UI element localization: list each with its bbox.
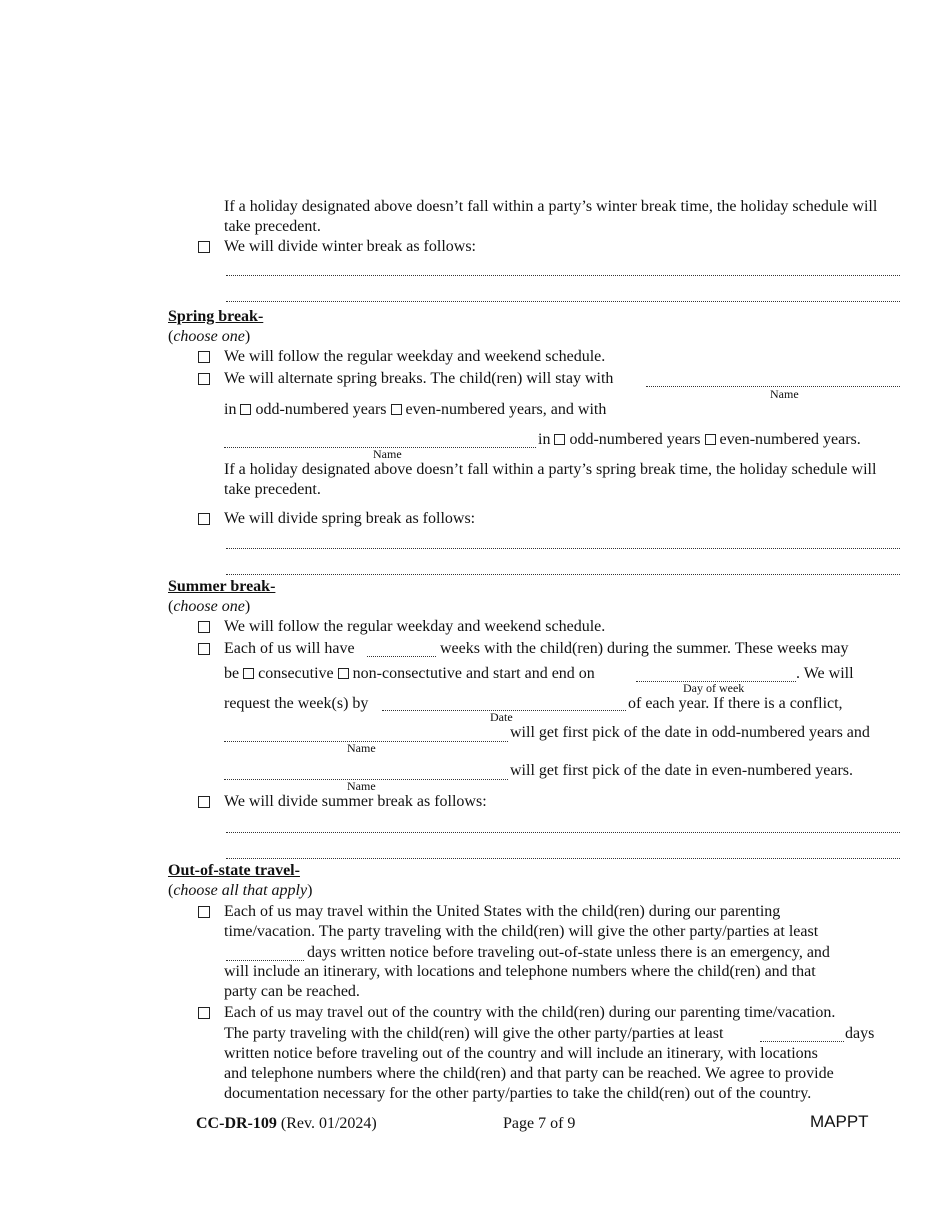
summer-date-caption: Date	[490, 710, 513, 724]
travel-us-line-3: days written notice before traveling out-of-state unless there is an emergency, and	[307, 944, 830, 961]
summer-consecutive-row: be consecutive non-consectutive and start and end on	[224, 665, 595, 682]
spring-divide-label: We will divide spring break as follows:	[224, 510, 476, 527]
travel-intl-line-1: Each of us may travel out of the country with the child(ren) during our parenting time/vacation.	[224, 1004, 836, 1021]
spring-name-caption-1: Name	[770, 387, 799, 401]
winter-precedence-text: If a holiday designated above doesn’t fall within a party’s winter break time, the holiday schedule will take precedent.	[224, 198, 878, 235]
spring-alternate-label: We will alternate spring breaks. The child(ren) will stay with	[224, 370, 614, 387]
summer-regular-label: We will follow the regular weekday and weekend schedule.	[224, 618, 606, 635]
spring-even-checkbox-2[interactable]	[705, 434, 716, 445]
winter-divide-line-2[interactable]	[226, 301, 900, 302]
spring-years-row-2: in odd-numbered years even-numbered years.	[538, 431, 861, 448]
travel-us-line-4: will include an itinerary, with locations and telephone numbers where the child(ren) and that	[224, 963, 816, 980]
summer-request-label: request the week(s) by	[224, 695, 369, 712]
summer-each-year-label: of each year. If there is a conflict,	[628, 695, 843, 712]
summer-name-caption-odd: Name	[347, 741, 376, 755]
travel-choose: (choose all that apply)	[168, 882, 313, 899]
summer-heading: Summer break-	[168, 578, 276, 595]
spring-regular-checkbox[interactable]	[198, 351, 210, 363]
travel-us-checkbox[interactable]	[198, 906, 210, 918]
spring-odd-checkbox-1[interactable]	[240, 404, 251, 415]
spring-name-caption-2: Name	[373, 447, 402, 461]
winter-divide-label: We will divide winter break as follows:	[224, 238, 476, 255]
travel-heading: Out-of-state travel-	[168, 862, 300, 879]
footer-code: MAPPT	[810, 1112, 869, 1131]
spring-divide-checkbox[interactable]	[198, 513, 210, 525]
spring-alternate-checkbox[interactable]	[198, 373, 210, 385]
summer-name-caption-even: Name	[347, 779, 376, 793]
summer-divide-line-2[interactable]	[226, 858, 900, 859]
summer-weeks-checkbox[interactable]	[198, 643, 210, 655]
summer-weeks-label-a: Each of us will have	[224, 640, 355, 657]
spring-divide-line-2[interactable]	[226, 574, 900, 575]
travel-intl-days-field[interactable]	[760, 1041, 844, 1042]
summer-divide-checkbox[interactable]	[198, 796, 210, 808]
spring-precedence-text: If a holiday designated above doesn’t fall within a party’s spring break time, the holiday schedule will take precedent.	[224, 461, 877, 498]
spring-choose: (choose one)	[168, 328, 251, 345]
spring-regular-label: We will follow the regular weekday and weekend schedule.	[224, 348, 606, 365]
summer-weeks-count-field[interactable]	[367, 656, 436, 657]
travel-intl-checkbox[interactable]	[198, 1007, 210, 1019]
summer-first-pick-odd: will get first pick of the date in odd-numbered years and	[510, 724, 870, 741]
spring-even-checkbox-1[interactable]	[391, 404, 402, 415]
travel-us-line-2: time/vacation. The party traveling with the child(ren) will give the other party/parties at least	[224, 923, 819, 940]
spring-heading: Spring break-	[168, 308, 264, 325]
summer-we-will: . We will	[796, 665, 854, 682]
travel-intl-line-4: and telephone numbers where the child(ren) and that party can be reached. We agree to provide	[224, 1065, 834, 1082]
travel-us-line-1: Each of us may travel within the United States with the child(ren) during our parenting	[224, 903, 781, 920]
summer-divide-label: We will divide summer break as follows:	[224, 793, 487, 810]
winter-divide-line-1[interactable]	[226, 275, 900, 276]
travel-us-days-field[interactable]	[226, 960, 304, 961]
summer-weeks-label-b: weeks with the child(ren) during the summer. These weeks may	[440, 640, 849, 657]
summer-dow-caption: Day of week	[683, 681, 745, 695]
travel-intl-line-5: documentation necessary for the other party/parties to take the child(ren) out of the country.	[224, 1085, 812, 1102]
footer-form-id: CC-DR-109 (Rev. 01/2024)	[196, 1115, 377, 1132]
travel-intl-line-3: written notice before traveling out of the country and will include an itinerary, with locations	[224, 1045, 818, 1062]
summer-regular-checkbox[interactable]	[198, 621, 210, 633]
travel-us-line-5: party can be reached.	[224, 983, 360, 1000]
summer-consecutive-checkbox[interactable]	[243, 668, 254, 679]
summer-choose: (choose one)	[168, 598, 251, 615]
winter-divide-checkbox[interactable]	[198, 241, 210, 253]
summer-first-pick-even: will get first pick of the date in even-numbered years.	[510, 762, 853, 779]
summer-nonconsecutive-checkbox[interactable]	[338, 668, 349, 679]
spring-odd-checkbox-2[interactable]	[554, 434, 565, 445]
footer-page-number: Page 7 of 9	[503, 1115, 576, 1132]
spring-divide-line-1[interactable]	[226, 548, 900, 549]
travel-intl-days-label: days	[845, 1025, 875, 1042]
travel-intl-line-2: The party traveling with the child(ren) will give the other party/parties at least	[224, 1025, 724, 1042]
summer-divide-line-1[interactable]	[226, 832, 900, 833]
spring-years-row-1: in odd-numbered years even-numbered years, and with	[224, 401, 607, 418]
